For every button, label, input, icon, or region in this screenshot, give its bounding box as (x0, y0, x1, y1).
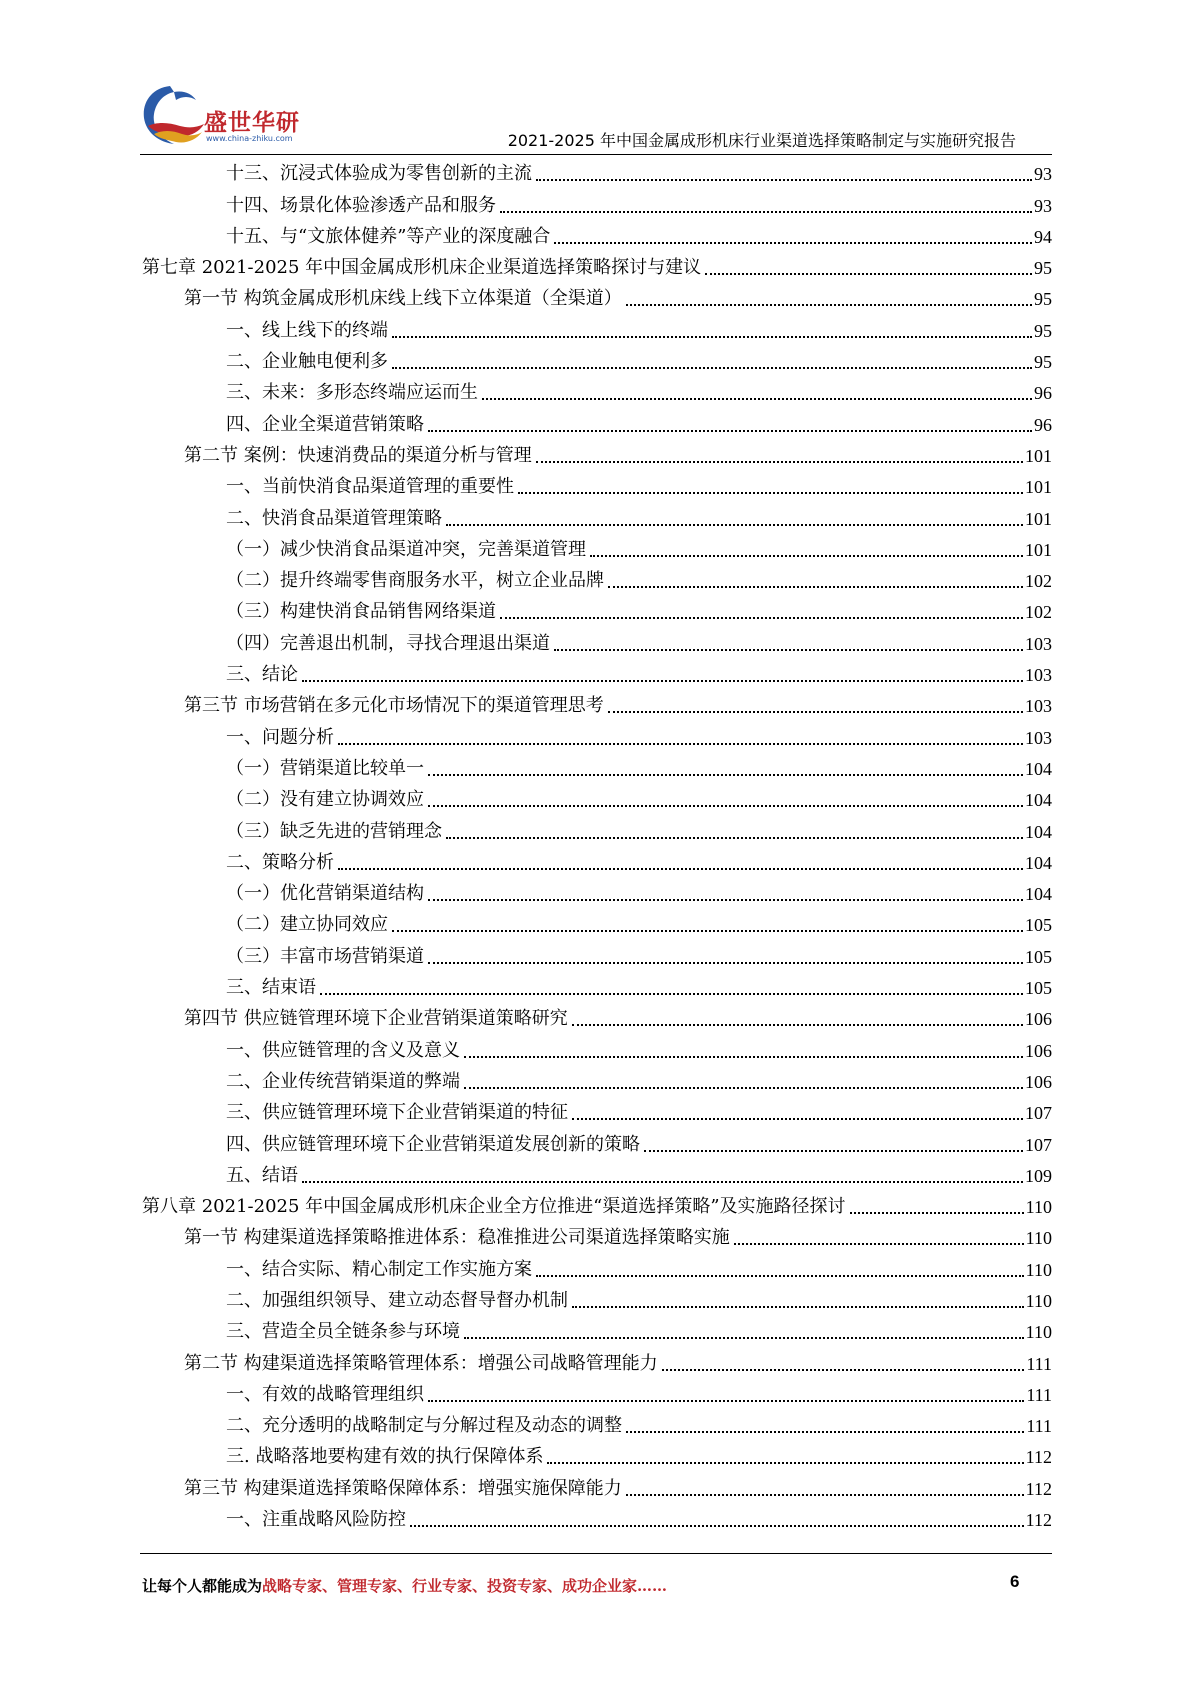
toc-entry-page: 111 (1026, 1353, 1052, 1374)
toc-entry-page: 105 (1025, 946, 1052, 967)
toc-entry-page: 103 (1025, 696, 1052, 717)
toc-entry[interactable] (142, 564, 1052, 595)
toc-entry-title: 第一节 构建渠道选择策略推进体系：稳准推进公司渠道选择策略实施 (184, 1227, 730, 1249)
toc-entry-title: 三、未来：多形态终端应运而生 (226, 382, 478, 404)
toc-leader-dots (608, 586, 1023, 588)
toc-entry[interactable] (142, 908, 1052, 939)
toc-entry[interactable] (142, 1315, 1052, 1346)
toc-entry-title: 第二节 案例：快速消费品的渠道分析与管理 (184, 444, 532, 466)
toc-leader-dots (392, 930, 1023, 932)
toc-entry[interactable] (142, 1127, 1052, 1158)
page-number: 6 (1010, 1572, 1020, 1591)
toc-entry-title: 一、线上线下的终端 (226, 319, 388, 341)
toc-entry[interactable] (142, 846, 1052, 877)
toc-entry-title: 五、结语 (226, 1164, 298, 1186)
toc-entry-page: 101 (1025, 539, 1052, 560)
toc-leader-dots (446, 524, 1023, 526)
toc-leader-dots (662, 1369, 1025, 1371)
toc-entry[interactable] (142, 220, 1052, 251)
toc-entry-title: 四、供应链管理环境下企业营销渠道发展创新的策略 (226, 1133, 640, 1155)
toc-entry-page: 111 (1026, 1416, 1052, 1437)
toc-leader-dots (428, 430, 1032, 432)
toc-entry-title: 第八章 2021-2025 年中国金属成形机床企业全方位推进“渠道选择策略”及实施路径探讨 (142, 1196, 846, 1218)
toc-entry[interactable] (142, 814, 1052, 845)
toc-entry-page: 111 (1026, 1384, 1052, 1405)
toc-entry[interactable] (142, 533, 1052, 564)
toc-entry[interactable] (142, 971, 1052, 1002)
toc-entry[interactable] (142, 1284, 1052, 1315)
toc-entry[interactable] (142, 188, 1052, 219)
toc-entry[interactable] (142, 376, 1052, 407)
toc-entry-page: 109 (1025, 1165, 1052, 1186)
toc-leader-dots (536, 1275, 1024, 1277)
toc-entry-title: 十三、沉浸式体验成为零售创新的主流 (226, 163, 532, 185)
toc-leader-dots (850, 1212, 1024, 1214)
toc-leader-dots (554, 242, 1032, 244)
toc-entry-title: 二、企业传统营销渠道的弊端 (226, 1070, 460, 1092)
toc-leader-dots (320, 993, 1023, 995)
toc-entry-page: 101 (1025, 508, 1052, 529)
toc-entry[interactable] (142, 658, 1052, 689)
toc-leader-dots (464, 1056, 1023, 1058)
toc-entry-page: 104 (1025, 758, 1052, 779)
toc-leader-dots (590, 555, 1023, 557)
toc-leader-dots (536, 461, 1023, 463)
footer-slogan-prefix: 让每个人都能成为 (142, 1577, 263, 1595)
toc-entry-title: （三）缺乏先进的营销理念 (226, 820, 442, 842)
toc-entry[interactable] (142, 1440, 1052, 1471)
toc-leader-dots (536, 179, 1032, 181)
toc-leader-dots (428, 774, 1023, 776)
header-divider (140, 154, 1052, 155)
toc-entry-title: 三、结束语 (226, 977, 316, 999)
toc-leader-dots (428, 899, 1023, 901)
toc-entry-title: 二、加强组织领导、建立动态督导督办机制 (226, 1289, 568, 1311)
toc-entry-title: 三、营造全员全链条参与环境 (226, 1321, 460, 1343)
toc-entry-title: 四、企业全渠道营销策略 (226, 413, 424, 435)
toc-entry-page: 107 (1025, 1103, 1052, 1124)
toc-entry-page: 102 (1025, 602, 1052, 623)
toc-entry-page: 112 (1025, 1510, 1052, 1531)
toc-leader-dots (518, 492, 1023, 494)
toc-entry-page: 96 (1034, 414, 1052, 435)
toc-entry-title: 三、供应链管理环境下企业营销渠道的特征 (226, 1102, 568, 1124)
toc-entry[interactable] (142, 439, 1052, 470)
toc-entry-page: 102 (1025, 571, 1052, 592)
toc-entry-page: 95 (1034, 289, 1052, 310)
toc-entry-title: （二）建立协同效应 (226, 914, 388, 936)
toc-entry-title: （三）构建快消食品销售网络渠道 (226, 601, 496, 623)
toc-entry-title: （二）提升终端零售商服务水平，树立企业品牌 (226, 570, 604, 592)
toc-entry-page: 94 (1034, 226, 1052, 247)
toc-entry-page: 95 (1034, 352, 1052, 373)
toc-entry[interactable] (142, 689, 1052, 720)
toc-entry-title: 一、供应链管理的含义及意义 (226, 1039, 460, 1061)
toc-entry-title: （四）完善退出机制，寻找合理退出渠道 (226, 632, 550, 654)
toc-entry-page: 106 (1025, 1009, 1052, 1030)
toc-entry-title: 第一节 构筑金属成形机床线上线下立体渠道（全渠道） (184, 288, 622, 310)
toc-entry[interactable] (142, 1471, 1052, 1502)
toc-entry[interactable] (142, 1096, 1052, 1127)
toc-entry-title: 十四、场景化体验渗透产品和服务 (226, 194, 496, 216)
toc-entry[interactable] (142, 752, 1052, 783)
toc-entry[interactable] (142, 1378, 1052, 1409)
toc-entry-title: （三）丰富市场营销渠道 (226, 945, 424, 967)
toc-entry-page: 106 (1025, 1040, 1052, 1061)
toc-entry-title: 二、充分透明的战略制定与分解过程及动态的调整 (226, 1415, 622, 1437)
toc-entry-title: 第七章 2021-2025 年中国金属成形机床企业渠道选择策略探讨与建议 (142, 257, 702, 279)
toc-entry-title: 二、快消食品渠道管理策略 (226, 507, 442, 529)
table-of-contents (142, 157, 1052, 1534)
toc-entry[interactable] (142, 407, 1052, 438)
toc-entry-page: 103 (1025, 727, 1052, 748)
toc-leader-dots (302, 1181, 1023, 1183)
toc-leader-dots (572, 1024, 1023, 1026)
page-header (0, 0, 1191, 160)
toc-leader-dots (464, 1087, 1023, 1089)
toc-entry-title: 第四节 供应链管理环境下企业营销渠道策略研究 (184, 1008, 568, 1030)
toc-entry-title: 十五、与“文旅体健养”等产业的深度融合 (226, 225, 551, 247)
toc-entry-title: 三、结论 (226, 664, 298, 686)
toc-leader-dots (410, 1525, 1024, 1527)
toc-entry[interactable] (142, 345, 1052, 376)
report-title: 2021-2025 年中国金属成形机床行业渠道选择策略制定与实施研究报告 (507, 131, 1016, 150)
toc-leader-dots (547, 1462, 1023, 1464)
toc-entry[interactable] (142, 720, 1052, 751)
toc-entry[interactable] (142, 783, 1052, 814)
logo-name: 盛世华研 (204, 110, 300, 136)
toc-entry-page: 103 (1025, 633, 1052, 654)
toc-entry[interactable] (142, 1409, 1052, 1440)
toc-leader-dots (338, 868, 1023, 870)
toc-leader-dots (626, 1494, 1024, 1496)
toc-entry-page: 105 (1025, 915, 1052, 936)
footer-slogan (142, 1575, 667, 1596)
toc-entry-title: 二、企业触电便利多 (226, 351, 388, 373)
toc-leader-dots (464, 1337, 1024, 1339)
toc-entry-page: 95 (1034, 320, 1052, 341)
toc-entry[interactable] (142, 1346, 1052, 1377)
toc-entry[interactable] (142, 157, 1052, 188)
toc-entry-page: 101 (1025, 445, 1052, 466)
toc-entry[interactable] (142, 501, 1052, 532)
toc-leader-dots (392, 367, 1032, 369)
toc-leader-dots (338, 743, 1023, 745)
toc-leader-dots (446, 837, 1023, 839)
toc-entry-title: 一、注重战略风险防控 (226, 1509, 406, 1531)
toc-entry[interactable] (142, 282, 1052, 313)
toc-entry-title: （一）优化营销渠道结构 (226, 883, 424, 905)
toc-entry-title: 三. 战略落地要构建有效的执行保障体系 (226, 1446, 544, 1468)
toc-entry[interactable] (142, 1002, 1052, 1033)
toc-entry-title: （一）营销渠道比较单一 (226, 757, 424, 779)
toc-entry[interactable] (142, 939, 1052, 970)
toc-leader-dots (428, 805, 1023, 807)
toc-leader-dots (626, 1431, 1024, 1433)
toc-entry-page: 106 (1025, 1071, 1052, 1092)
toc-entry[interactable] (142, 1221, 1052, 1252)
toc-entry-title: 一、问题分析 (226, 726, 334, 748)
toc-leader-dots (626, 304, 1032, 306)
toc-entry-title: 第二节 构建渠道选择策略管理体系：增强公司战略管理能力 (184, 1352, 658, 1374)
toc-entry[interactable] (142, 1065, 1052, 1096)
toc-leader-dots (608, 711, 1023, 713)
logo-swoosh-icon (140, 82, 210, 150)
toc-leader-dots (572, 1306, 1024, 1308)
toc-leader-dots (500, 211, 1032, 213)
toc-entry[interactable] (142, 1190, 1052, 1221)
toc-entry-page: 104 (1025, 884, 1052, 905)
toc-entry-page: 104 (1025, 821, 1052, 842)
toc-leader-dots (554, 649, 1023, 651)
toc-entry-page: 93 (1034, 164, 1052, 185)
toc-leader-dots (392, 336, 1032, 338)
toc-entry[interactable] (142, 1159, 1052, 1190)
footer-slogan-highlight: 战略专家、管理专家、行业专家、投资专家、成功企业家…… (262, 1577, 668, 1595)
toc-entry[interactable] (142, 877, 1052, 908)
toc-leader-dots (705, 273, 1032, 275)
footer-divider (140, 1553, 1052, 1554)
toc-entry-page: 110 (1025, 1228, 1052, 1249)
toc-entry-page: 107 (1025, 1134, 1052, 1155)
toc-entry-title: 一、当前快消食品渠道管理的重要性 (226, 476, 514, 498)
toc-leader-dots (302, 680, 1023, 682)
toc-leader-dots (644, 1150, 1023, 1152)
toc-entry-page: 112 (1025, 1447, 1052, 1468)
toc-leader-dots (428, 962, 1023, 964)
toc-leader-dots (500, 617, 1023, 619)
toc-entry-page: 96 (1034, 383, 1052, 404)
toc-entry-page: 104 (1025, 852, 1052, 873)
toc-entry-title: 二、策略分析 (226, 851, 334, 873)
toc-entry-page: 104 (1025, 790, 1052, 811)
toc-entry-title: （二）没有建立协调效应 (226, 789, 424, 811)
toc-entry-page: 105 (1025, 978, 1052, 999)
company-logo (140, 82, 310, 150)
toc-leader-dots (482, 398, 1032, 400)
toc-entry-page: 93 (1034, 195, 1052, 216)
logo-url: www.china-zhiku.com (206, 134, 293, 143)
toc-entry[interactable] (142, 470, 1052, 501)
toc-entry-page: 110 (1025, 1259, 1052, 1280)
toc-leader-dots (572, 1118, 1023, 1120)
toc-entry[interactable] (142, 626, 1052, 657)
toc-entry-page: 110 (1025, 1290, 1052, 1311)
toc-entry-title: 一、有效的战略管理组织 (226, 1383, 424, 1405)
toc-entry[interactable] (142, 595, 1052, 626)
toc-entry[interactable] (142, 1503, 1052, 1534)
toc-entry-title: 第三节 市场营销在多元化市场情况下的渠道管理思考 (184, 695, 604, 717)
toc-entry-page: 112 (1025, 1478, 1052, 1499)
toc-entry-page: 110 (1025, 1197, 1052, 1218)
toc-entry-title: 第三节 构建渠道选择策略保障体系：增强实施保障能力 (184, 1477, 622, 1499)
toc-entry[interactable] (142, 251, 1052, 282)
toc-entry[interactable] (142, 1033, 1052, 1064)
toc-entry[interactable] (142, 313, 1052, 344)
toc-entry-page: 101 (1025, 477, 1052, 498)
toc-entry-title: （一）减少快消食品渠道冲突，完善渠道管理 (226, 538, 586, 560)
toc-entry-page: 110 (1025, 1322, 1052, 1343)
toc-leader-dots (428, 1400, 1024, 1402)
toc-entry-title: 一、结合实际、精心制定工作实施方案 (226, 1258, 532, 1280)
toc-entry-page: 95 (1034, 258, 1052, 279)
toc-entry-page: 103 (1025, 665, 1052, 686)
toc-entry[interactable] (142, 1252, 1052, 1283)
toc-leader-dots (734, 1243, 1024, 1245)
